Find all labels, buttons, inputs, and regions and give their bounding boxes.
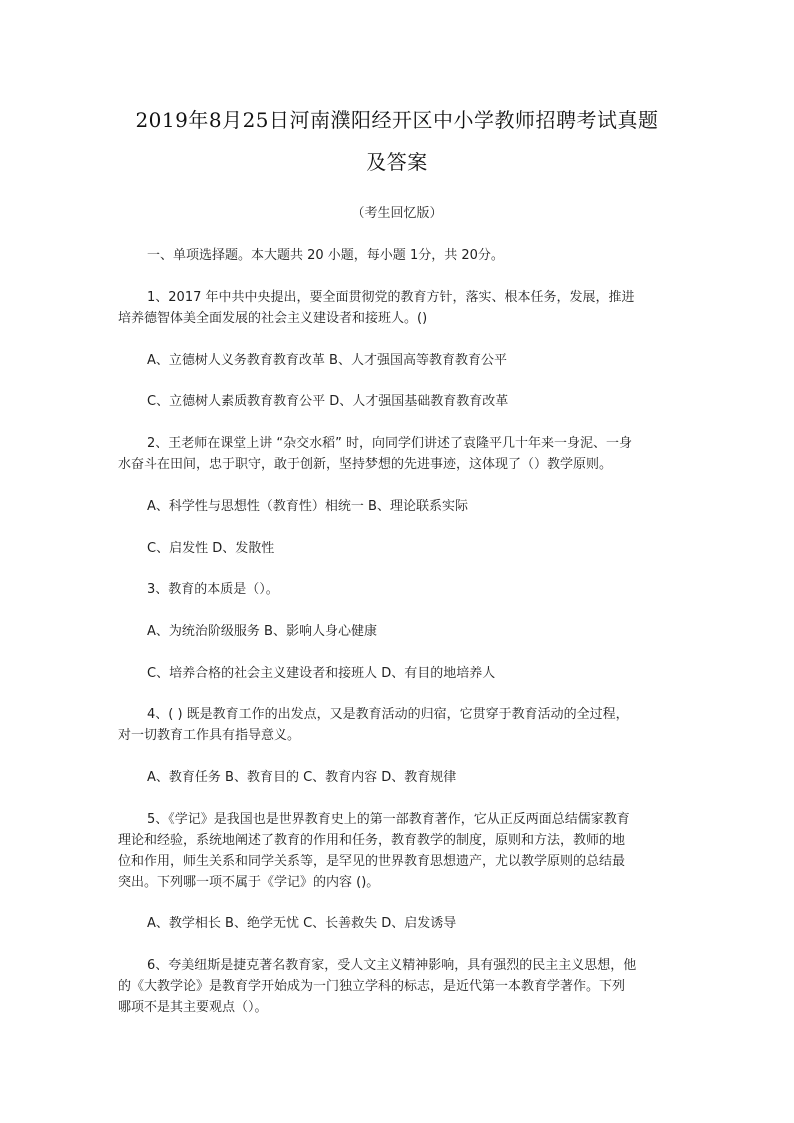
question-2-options-ab: A、科学性与思想性（教育性）相统一 B、理论联系实际: [147, 499, 468, 514]
document-title-line-1: 2019年8月25日河南濮阳经开区中小学教师招聘考试真题: [135, 108, 659, 132]
question-4-options: A、教育任务 B、教育目的 C、教育内容 D、教育规律: [147, 770, 457, 785]
question-2-text-line-2: 水奋斗在田间，忠于职守，敢于创新，坚持梦想的先进事迹，这体现了（）教学原则。: [118, 457, 613, 472]
question-5-text-line-1: 5、《学记》是我国也是世界教育史上的第一部教育著作，它从正反两面总结儒家教育: [147, 812, 630, 827]
question-6-text-line-3: 哪项不是其主要观点（）。: [118, 1000, 268, 1015]
question-1-text-line-1: 1、2017 年中共中央提出，要全面贯彻党的教育方针，落实、根本任务，发展，推进: [147, 290, 635, 305]
question-5-text-line-2: 理论和经验，系统地阐述了教育的作用和任务，教育教学的制度，原则和方法，教师的地: [118, 833, 626, 848]
question-3-options-cd: C、培养合格的社会主义建设者和接班人 D、有目的地培养人: [147, 666, 496, 681]
document-subtitle: （考生回忆版）: [351, 206, 443, 221]
question-3-text: 3、教育的本质是（）。: [147, 582, 279, 597]
question-4-text-line-1: 4、( ) 既是教育工作的出发点，又是教育活动的归宿，它贯穿于教育活动的全过程，: [147, 707, 629, 722]
question-5-text-line-3: 位和作用，师生关系和同学关系等，是罕见的世界教育思想遗产，尤以教学原则的总结最: [118, 854, 626, 869]
question-5-text-line-4: 突出。下列哪一项不属于《学记》的内容 ()。: [118, 875, 380, 890]
question-5-options: A、教学相长 B、绝学无忧 C、长善救失 D、启发诱导: [147, 916, 457, 931]
question-2-text-line-1: 2、王老师在课堂上讲 “杂交水稻” 时，向同学们讲述了袁隆平几十年来一身泥、一身: [147, 436, 633, 451]
section-heading: 一、单项选择题。本大题共 20 小题，每小题 1分，共 20分。: [147, 248, 504, 263]
question-1-options-ab: A、立德树人义务教育教育改革 B、人才强国高等教育教育公平: [147, 353, 507, 368]
question-1-text-line-2: 培养德智体美全面发展的社会主义建设者和接班人。(): [118, 311, 428, 326]
question-6-text-line-2: 的《大教学论》是教育学开始成为一门独立学科的标志，是近代第一本教育学著作。下列: [118, 979, 626, 994]
document-title-line-2: 及答案: [366, 150, 428, 174]
question-2-options-cd: C、启发性 D、发散性: [147, 541, 275, 556]
question-4-text-line-2: 对一切教育工作具有指导意义。: [118, 728, 301, 743]
question-6-text-line-1: 6、夸美纽斯是捷克著名教育家，受人文主义精神影响，具有强烈的民主主义思想，他: [147, 958, 637, 973]
question-1-options-cd: C、立德树人素质教育教育公平 D、人才强国基础教育教育改革: [147, 394, 509, 409]
question-3-options-ab: A、为统治阶级服务 B、影响人身心健康: [147, 624, 377, 639]
